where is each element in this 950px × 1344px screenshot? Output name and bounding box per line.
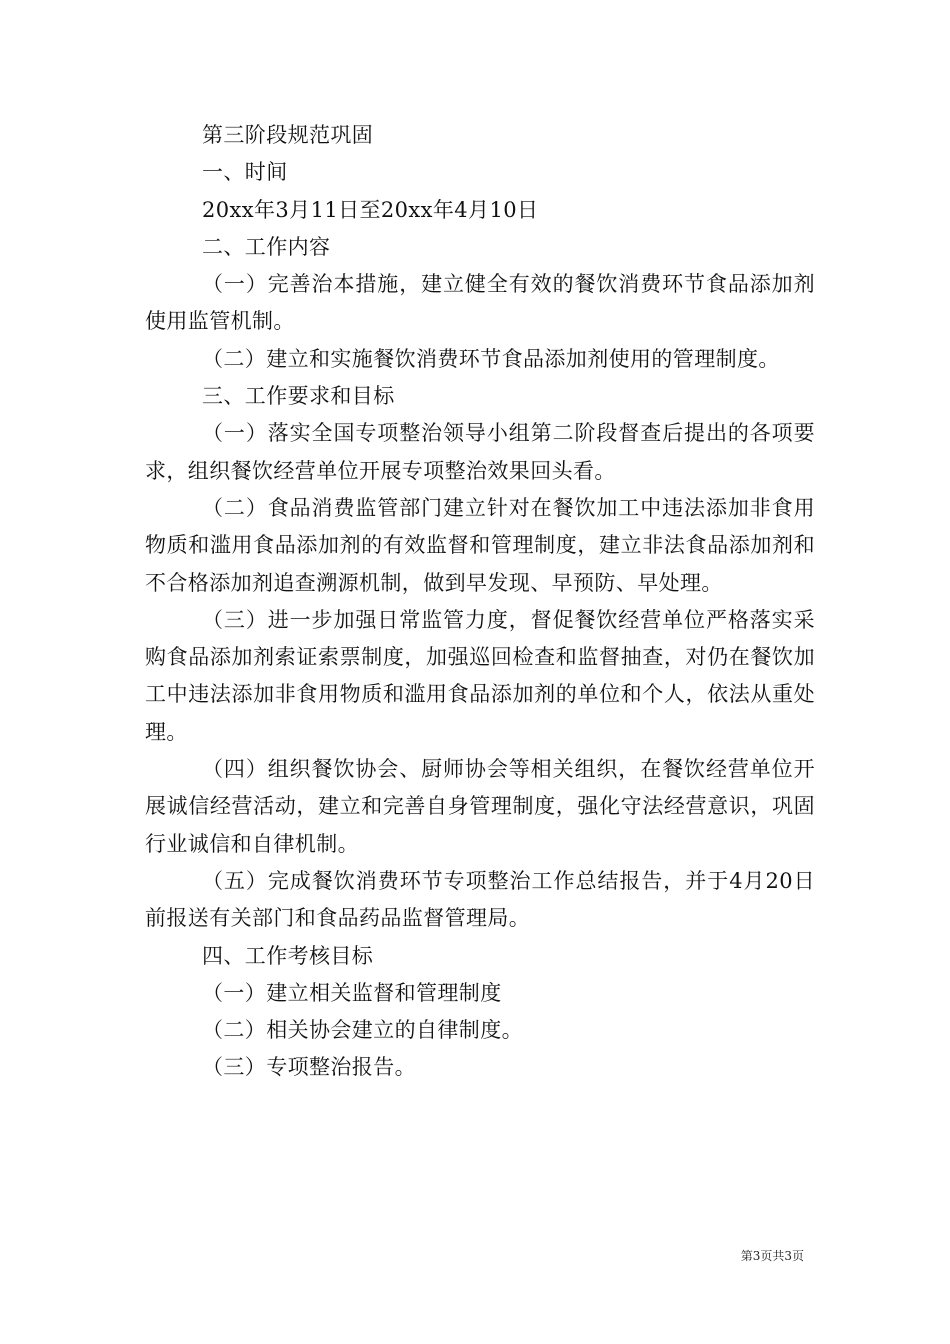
content-item-1: （一）完善治本措施，建立健全有效的餐饮消费环节食品添加剂使用监管机制。	[145, 272, 815, 334]
date-range: 20xx年3月11日至20xx年4月10日	[202, 197, 539, 222]
requirement-item-1: （一）落实全国专项整治领导小组第二阶段督查后提出的各项要求，组织餐饮经营单位开展专项整治效果回头看。	[145, 421, 815, 483]
requirement-item-4: （四）组织餐饮协会、厨师协会等相关组织，在餐饮经营单位开展诚信经营活动，建立和完善自身管理制度，强化守法经营意识，巩固行业诚信和自律机制。	[145, 757, 815, 856]
assessment-item-3: （三）专项整治报告。	[202, 1055, 416, 1080]
content-item-2: （二）建立和实施餐饮消费环节食品添加剂使用的管理制度。	[202, 346, 780, 371]
requirement-item-2: （二）食品消费监管部门建立针对在餐饮加工中违法添加非食用物质和滥用食品添加剂的有效监督和管理制度，建立非法食品添加剂和不合格添加剂追查溯源机制，做到早发现、早预防、早处理。	[145, 495, 815, 595]
subsection-heading-requirements: 三、工作要求和目标	[202, 384, 395, 409]
requirement-item-5: （五）完成餐饮消费环节专项整治工作总结报告，并于4月20日前报送有关部门和食品药品监督管理局。	[145, 868, 815, 931]
subsection-heading-assessment: 四、工作考核目标	[202, 943, 374, 968]
subsection-heading-content: 二、工作内容	[202, 234, 331, 259]
assessment-item-1: （一）建立相关监督和管理制度	[202, 980, 502, 1005]
document-body	[145, 117, 815, 1087]
assessment-item-2: （二）相关协会建立的自律制度。	[202, 1018, 523, 1043]
requirement-item-3: （三）进一步加强日常监管力度，督促餐饮经营单位严格落实采购食品添加剂索证索票制度，加强巡回检查和监督抽查，对仍在餐饮加工中违法添加非食用物质和滥用食品添加剂的单位和个人，依法从重处理。	[145, 607, 815, 744]
section-heading: 第三阶段规范巩固	[202, 123, 374, 147]
page-number-footer: 第3页共3页	[740, 1249, 804, 1263]
subsection-heading-time: 一、时间	[202, 160, 288, 185]
